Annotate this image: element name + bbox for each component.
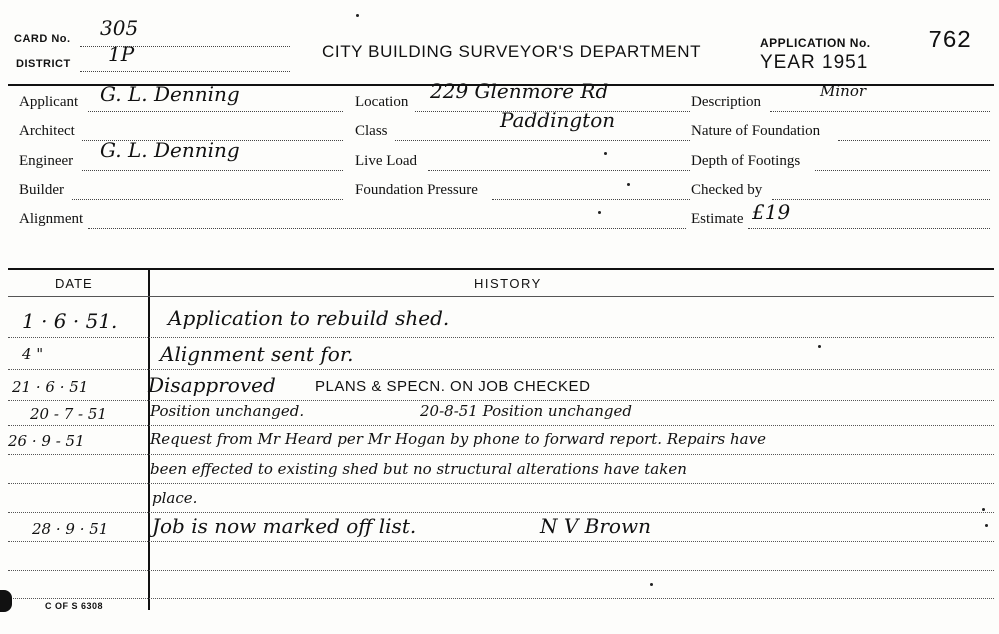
description-line <box>770 111 990 112</box>
history-top-rule <box>8 268 994 270</box>
depth-of-footings-label: Depth of Footings <box>691 153 801 169</box>
location-value: 229 Glenmore Rd <box>430 79 609 103</box>
district-label: DISTRICT <box>16 58 71 70</box>
history-row-text-secondary: 20-8-51 Position unchanged <box>420 402 632 420</box>
history-row-date: 26 · 9 - 51 <box>8 432 85 450</box>
engineer-line <box>82 170 343 171</box>
location-value-suburb: Paddington <box>500 108 616 132</box>
scan-speck <box>985 524 988 527</box>
estimate-value: £19 <box>752 200 791 224</box>
scan-speck <box>604 152 607 155</box>
application-no-label: APPLICATION No. <box>760 36 871 50</box>
history-row-date: 4 " <box>22 345 44 363</box>
live-load-label: Live Load <box>355 153 418 169</box>
nature-line <box>838 140 990 141</box>
history-row-text: Application to rebuild shed. <box>168 306 450 330</box>
history-row-text: place. <box>152 489 198 507</box>
scan-speck <box>982 508 985 511</box>
history-row-text: Position unchanged. <box>150 402 305 420</box>
applicant-label: Applicant <box>19 94 79 110</box>
scan-speck <box>818 345 821 348</box>
history-rule <box>8 454 994 455</box>
live-load-line <box>428 170 690 171</box>
class-label: Class <box>355 123 388 139</box>
district-value: 1P <box>108 42 135 66</box>
estimate-line <box>748 228 990 229</box>
foundation-pressure-label: Foundation Pressure <box>355 182 478 198</box>
applicant-value: G. L. Denning <box>100 82 240 106</box>
card-no-label: CARD No. <box>14 33 71 45</box>
signature: N V Brown <box>540 514 651 538</box>
location-label: Location <box>355 94 409 110</box>
typed-note: PLANS & SPECN. ON JOB CHECKED <box>315 378 591 395</box>
history-row-text: Disapproved <box>148 373 276 397</box>
history-header-rule <box>8 296 994 297</box>
history-row-text: Request from Mr Heard per Mr Hogan by phone to forward report. Repairs have <box>150 430 766 448</box>
application-no-value: 762 <box>928 28 972 55</box>
department-title: CITY BUILDING SURVEYOR'S DEPARTMENT <box>322 42 702 61</box>
history-row-text: Job is now marked off list. <box>152 514 417 538</box>
description-value: Minor <box>820 82 867 100</box>
applicant-line <box>88 111 343 112</box>
history-row-date: 20 - 7 - 51 <box>30 405 107 423</box>
card-no-value: 305 <box>100 16 139 40</box>
history-rule <box>8 512 994 513</box>
estimate-label: Estimate <box>691 211 744 227</box>
scan-speck <box>627 183 630 186</box>
engineer-label: Engineer <box>19 153 74 169</box>
nature-of-foundation-label: Nature of Foundation <box>691 123 821 139</box>
checked-by-label: Checked by <box>691 182 763 198</box>
history-row-text: been effected to existing shed but no structural alterations have taken <box>150 460 687 478</box>
binding-hole-mark <box>0 590 12 612</box>
history-rule <box>8 483 994 484</box>
scan-speck <box>650 583 653 586</box>
history-rule <box>8 598 994 599</box>
history-rule <box>8 570 994 571</box>
alignment-label: Alignment <box>19 211 84 227</box>
foundation-pressure-line <box>492 199 690 200</box>
history-rule <box>8 425 994 426</box>
architect-label: Architect <box>19 123 75 139</box>
history-rule <box>8 541 994 542</box>
history-row-date: 1 · 6 · 51. <box>22 309 118 333</box>
history-rule <box>8 337 994 338</box>
scan-speck <box>356 14 359 17</box>
history-header: HISTORY <box>474 276 542 291</box>
scan-speck <box>598 211 601 214</box>
checked-by-line <box>772 199 990 200</box>
engineer-value: G. L. Denning <box>100 138 240 162</box>
form-code: C OF S 6308 <box>45 601 104 611</box>
builder-label: Builder <box>19 182 64 198</box>
history-row-date: 21 · 6 · 51 <box>12 378 89 396</box>
history-rule <box>8 400 994 401</box>
class-line <box>395 140 690 141</box>
description-label: Description <box>691 94 761 110</box>
history-row-text: Alignment sent for. <box>160 342 354 366</box>
history-rule <box>8 369 994 370</box>
alignment-line <box>88 228 686 229</box>
builder-line <box>72 199 343 200</box>
depth-line <box>815 170 990 171</box>
date-header: DATE <box>55 276 93 291</box>
district-line <box>80 71 290 72</box>
history-row-date: 28 · 9 · 51 <box>32 520 109 538</box>
year-label: YEAR 1951 <box>760 52 869 73</box>
